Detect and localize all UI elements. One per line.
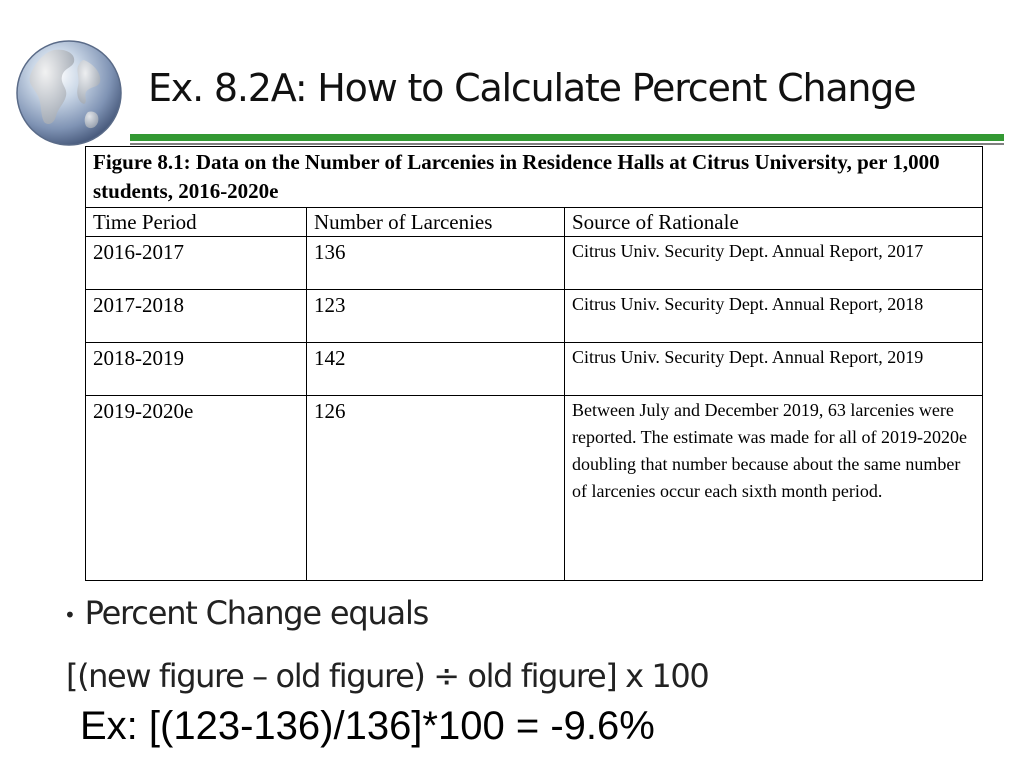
- cell-source: Citrus Univ. Security Dept. Annual Report, 2019: [565, 343, 983, 396]
- cell-larceny-count: 136: [307, 237, 565, 290]
- percent-change-formula: [(new figure – old figure) ÷ old figure] x 100: [66, 657, 709, 695]
- cell-time-period: 2017-2018: [86, 290, 307, 343]
- cell-source: Between July and December 2019, 63 larcenies were reported. The estimate was made for all of 2019-2020e doubling that number because about the same number of larcenies occur each sixth month period.: [565, 396, 983, 581]
- cell-larceny-count: 123: [307, 290, 565, 343]
- cell-time-period: 2018-2019: [86, 343, 307, 396]
- cell-source: Citrus Univ. Security Dept. Annual Report, 2018: [565, 290, 983, 343]
- bullet-text: Percent Change equals: [84, 594, 429, 632]
- slide-title: Ex. 8.2A: How to Calculate Percent Change: [148, 66, 916, 110]
- header-number-of-larcenies: Number of Larcenies: [307, 208, 565, 237]
- globe-icon: [14, 38, 124, 148]
- bullet-percent-change: [64, 594, 428, 632]
- cell-larceny-count: 126: [307, 396, 565, 581]
- cell-time-period: 2019-2020e: [86, 396, 307, 581]
- table-caption-row: [86, 147, 983, 208]
- table-caption: Figure 8.1: Data on the Number of Larcenies in Residence Halls at Citrus University, per 1,000 students, 2016-2020e: [86, 147, 983, 208]
- table-row: [86, 237, 983, 290]
- cell-larceny-count: 142: [307, 343, 565, 396]
- worked-example: Ex: [(123-136)/136]*100 = -9.6%: [80, 704, 655, 748]
- cell-time-period: 2016-2017: [86, 237, 307, 290]
- larceny-data-table: [85, 146, 983, 581]
- table-row: [86, 396, 983, 581]
- cell-source: Citrus Univ. Security Dept. Annual Report, 2017: [565, 237, 983, 290]
- table-row: [86, 290, 983, 343]
- table-header-row: [86, 208, 983, 237]
- title-underline-green: [130, 134, 1004, 141]
- table-row: [86, 343, 983, 396]
- title-underline-gray: [130, 143, 1004, 145]
- header-source-of-rationale: Source of Rationale: [565, 208, 983, 237]
- bullet-marker: •: [64, 603, 75, 627]
- header-time-period: Time Period: [86, 208, 307, 237]
